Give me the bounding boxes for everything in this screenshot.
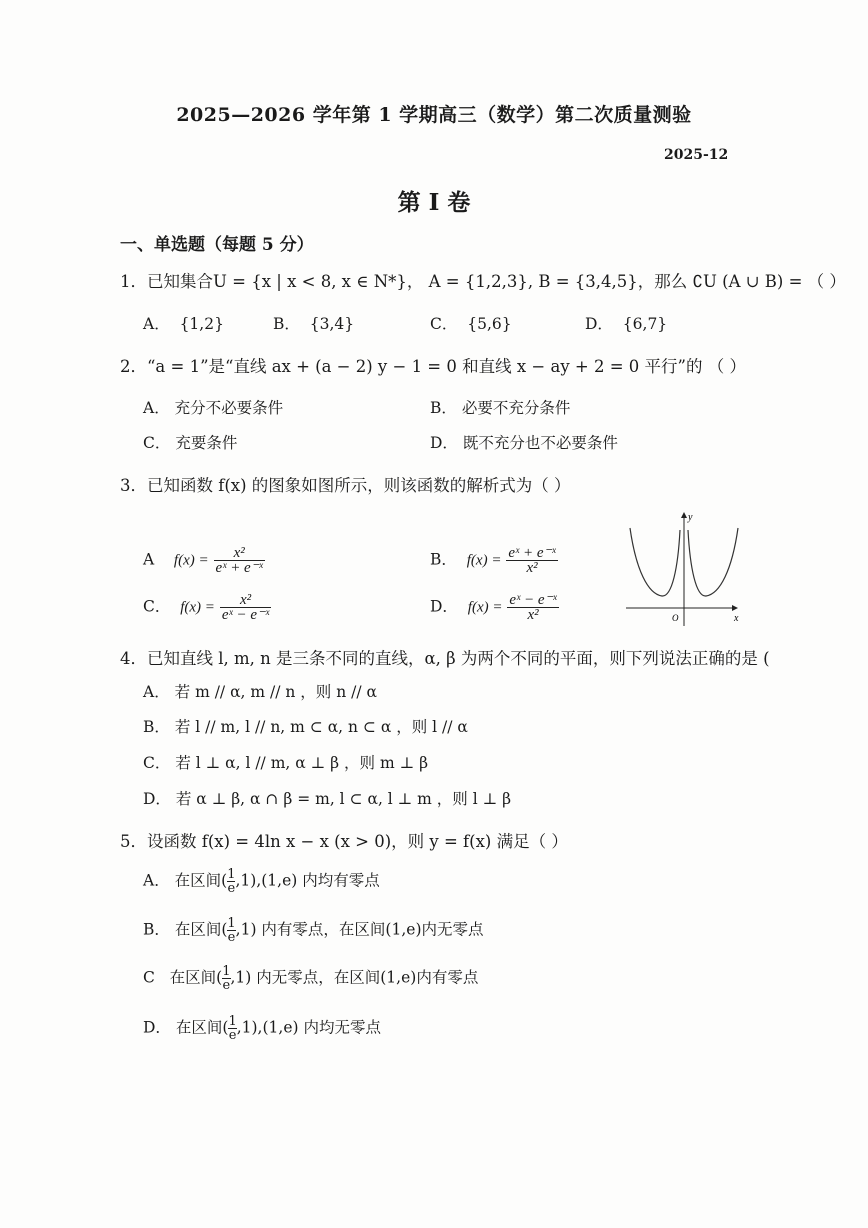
question-stem: “a = 1”是“直线 ax + (a − 2) y − 1 = 0 和直线 x − ay + 2 = 0 平行”的 （ ） bbox=[147, 357, 746, 376]
question-stem: 已知函数 f(x) 的图象如图所示，则该函数的解析式为（ ） bbox=[147, 476, 571, 495]
volume-heading: 第 I 卷 bbox=[397, 189, 471, 216]
q2-option-c[interactable]: C． 充要条件 bbox=[143, 434, 238, 452]
question-number: 2． bbox=[120, 357, 147, 376]
y-axis-arrow-icon bbox=[681, 512, 687, 518]
question-2 bbox=[120, 353, 746, 377]
q5-option-b[interactable]: B． 在区间( $\frac{1}{e}$ ,1) 内有零点，在区间(1,e)内无零点 bbox=[143, 916, 484, 945]
q3-option-d[interactable]: D． f(x) = $\frac{\text{eˣ − e⁻ˣ}}{\text{x²}}$ bbox=[430, 592, 557, 623]
q2-option-b[interactable]: B． 必要不充分条件 bbox=[430, 399, 571, 417]
q5-option-c[interactable]: C 在区间( $\frac{1}{e}$ ,1) 内无零点，在区间(1,e)内有零点 bbox=[143, 964, 479, 993]
question-stem: 已知集合U = {x | x < 8, x ∈ N*}， A = {1,2,3}, B = {3,4,5}，那么 ∁U (A ∪ B) = （ ） bbox=[147, 272, 846, 291]
question-stem: 设函数 f(x) = 4ln x − x (x > 0)，则 y = f(x) 满足（ ） bbox=[147, 832, 568, 851]
x-axis-label: x bbox=[734, 613, 739, 624]
q3-option-c[interactable]: C． f(x) = $\frac{\text{x²}}{\text{eˣ − e⁻ˣ}}$ bbox=[143, 592, 270, 623]
q3-option-a[interactable]: A f(x) = $\frac{\text{x²}}{\text{eˣ + e⁻ˣ}}$ bbox=[143, 545, 263, 576]
right-curve bbox=[688, 528, 738, 596]
question-stem: 已知直线 l, m, n 是三条不同的直线，α, β 为两个不同的平面，则下列说法正确的是 ( bbox=[147, 649, 770, 668]
left-curve bbox=[630, 528, 680, 596]
q1-option-d[interactable]: D． {6,7} bbox=[585, 315, 668, 333]
q1-option-c[interactable]: C． {5,6} bbox=[430, 315, 512, 333]
q4-option-b[interactable]: B． 若 l // m, l // n, m ⊂ α, n ⊂ α ，则 l // α bbox=[143, 718, 468, 736]
q1-option-b[interactable]: B． {3,4} bbox=[273, 315, 355, 333]
q4-option-c[interactable]: C． 若 l ⊥ α, l // m, α ⊥ β ，则 m ⊥ β bbox=[143, 754, 429, 772]
origin-label: O bbox=[672, 613, 679, 623]
question-3 bbox=[120, 472, 571, 496]
exam-date: 2025-12 bbox=[664, 147, 729, 163]
question-number: 1． bbox=[120, 272, 147, 291]
q2-option-a[interactable]: A． 充分不必要条件 bbox=[143, 399, 284, 417]
q4-option-d[interactable]: D． 若 α ⊥ β, α ∩ β = m, l ⊂ α, l ⊥ m ，则 l ⊥ β bbox=[143, 790, 512, 808]
question-1 bbox=[120, 268, 846, 292]
q5-option-d[interactable]: D． 在区间( $\frac{1}{e}$ ,1),(1,e) 内均无零点 bbox=[143, 1014, 381, 1043]
q5-option-a[interactable]: A． 在区间( $\frac{1}{e}$ ,1),(1,e) 内均有零点 bbox=[143, 867, 380, 896]
q3-function-graph bbox=[622, 508, 742, 628]
q1-option-a[interactable]: A． {1,2} bbox=[143, 315, 224, 333]
q3-option-b[interactable]: B． f(x) = $\frac{\text{eˣ + e⁻ˣ}}{\text{x²}}$ bbox=[430, 545, 556, 576]
question-4 bbox=[120, 645, 770, 669]
y-axis-label: y bbox=[688, 512, 693, 523]
x-axis-arrow-icon bbox=[732, 605, 738, 611]
question-number: 5． bbox=[120, 832, 147, 851]
exam-title: 2025—2026 学年第 1 学期高三（数学）第二次质量测验 bbox=[176, 104, 692, 126]
q2-option-d[interactable]: D． 既不充分也不必要条件 bbox=[430, 434, 618, 452]
section-heading: 一、单选题（每题 5 分） bbox=[120, 235, 314, 255]
question-5 bbox=[120, 828, 568, 852]
question-number: 3． bbox=[120, 476, 147, 495]
question-number: 4． bbox=[120, 649, 147, 668]
q4-option-a[interactable]: A． 若 m // α, m // n ，则 n // α bbox=[143, 683, 377, 701]
